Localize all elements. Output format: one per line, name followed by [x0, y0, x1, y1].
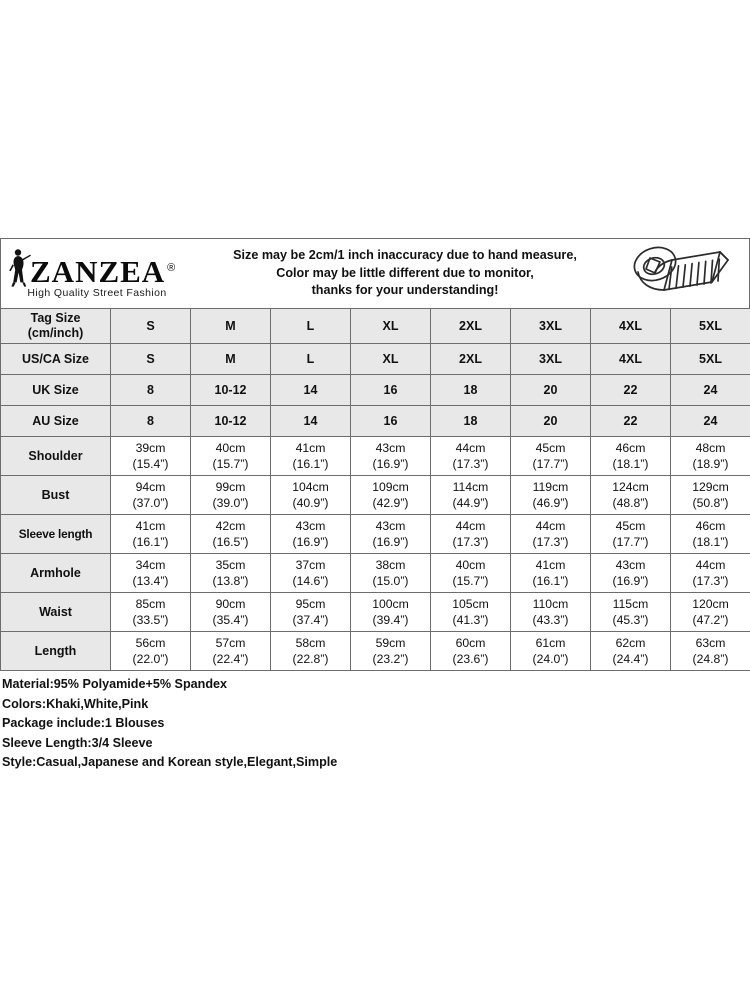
table-cell	[511, 437, 591, 476]
table-cell: 16	[351, 406, 431, 437]
value-cm: 57cm	[215, 636, 246, 650]
value-inch: (16.9”)	[612, 574, 649, 588]
value-cm: 60cm	[455, 636, 486, 650]
table-cell: 10-12	[191, 375, 271, 406]
value-inch: (47.2”)	[692, 613, 729, 627]
table-cell: L	[271, 344, 351, 375]
value-inch: (23.6”)	[452, 652, 489, 666]
value-inch: (22.0”)	[132, 652, 169, 666]
value-cm: 63cm	[695, 636, 726, 650]
size-chart	[0, 238, 750, 773]
detail-sleeve-length: Sleeve Length:3/4 Sleeve	[2, 735, 153, 750]
value-inch: (44.9”)	[452, 496, 489, 510]
value-inch: (17.7”)	[532, 457, 569, 471]
table-cell: XL	[351, 344, 431, 375]
row-label-shoulder: Shoulder	[1, 437, 111, 476]
chart-banner	[0, 238, 750, 308]
table-cell	[191, 515, 271, 554]
value-cm: 43cm	[615, 558, 646, 572]
detail-style: Style:Casual,Japanese and Korean style,Elegant,Simple	[2, 755, 338, 769]
table-cell: 20	[511, 375, 591, 406]
row-label-waist: Waist	[1, 593, 111, 632]
table-cell	[591, 593, 671, 632]
table-cell	[111, 632, 191, 671]
table-cell: M	[191, 344, 271, 375]
row-label-us-ca-size: US/CA Size	[1, 344, 111, 375]
table-cell	[111, 554, 191, 593]
value-cm: 115cm	[612, 597, 649, 611]
value-inch: (22.8”)	[292, 652, 329, 666]
value-cm: 48cm	[695, 441, 726, 455]
value-cm: 42cm	[215, 519, 246, 533]
value-inch: (13.8”)	[212, 574, 249, 588]
value-cm: 109cm	[372, 480, 409, 494]
value-cm: 43cm	[375, 519, 406, 533]
brand-wordmark	[30, 254, 177, 289]
table-cell	[191, 593, 271, 632]
value-inch: (18.9”)	[692, 457, 729, 471]
value-inch: (14.6”)	[292, 574, 329, 588]
value-cm: 44cm	[455, 519, 486, 533]
row-label-sleeve-length: Sleeve length	[1, 515, 111, 554]
value-inch: (39.0”)	[212, 496, 249, 510]
table-cell	[431, 593, 511, 632]
measurements-table	[0, 308, 750, 671]
value-cm: 62cm	[615, 636, 646, 650]
value-inch: (18.1”)	[692, 535, 729, 549]
table-row-sleeve-length	[1, 515, 750, 554]
value-inch: (16.9”)	[372, 457, 409, 471]
row-label-tag-size	[1, 309, 111, 344]
value-cm: 44cm	[455, 441, 486, 455]
table-cell	[431, 515, 511, 554]
table-cell: 14	[271, 375, 351, 406]
value-cm: 34cm	[135, 558, 166, 572]
value-cm: 45cm	[535, 441, 566, 455]
table-cell: 2XL	[431, 344, 511, 375]
value-inch: (17.3”)	[532, 535, 569, 549]
table-row-au-size	[1, 406, 750, 437]
value-cm: 110cm	[532, 597, 569, 611]
table-cell: 8	[111, 375, 191, 406]
value-cm: 85cm	[135, 597, 166, 611]
table-cell	[511, 554, 591, 593]
table-cell: 3XL	[511, 344, 591, 375]
value-cm: 41cm	[135, 519, 166, 533]
value-cm: 45cm	[615, 519, 646, 533]
table-cell: S	[111, 309, 191, 344]
table-cell	[431, 476, 511, 515]
value-inch: (16.9”)	[372, 535, 409, 549]
value-cm: 119cm	[532, 480, 569, 494]
row-label-length: Length	[1, 632, 111, 671]
table-cell: M	[191, 309, 271, 344]
table-cell	[111, 476, 191, 515]
table-cell	[431, 632, 511, 671]
value-cm: 114cm	[452, 480, 489, 494]
value-cm: 59cm	[375, 636, 406, 650]
value-inch: (13.4”)	[132, 574, 169, 588]
value-inch: (15.4”)	[132, 457, 169, 471]
table-cell	[271, 593, 351, 632]
table-cell	[591, 437, 671, 476]
table-cell	[191, 632, 271, 671]
table-cell	[111, 593, 191, 632]
value-cm: 44cm	[695, 558, 726, 572]
table-cell	[351, 632, 431, 671]
table-row-uk-size	[1, 375, 750, 406]
value-cm: 43cm	[295, 519, 326, 533]
detail-package: Package include:1 Blouses	[2, 716, 165, 730]
table-cell	[511, 593, 591, 632]
value-inch: (41.3”)	[452, 613, 489, 627]
value-cm: 58cm	[295, 636, 326, 650]
table-cell: 24	[671, 406, 750, 437]
row-label-line-2: (cm/inch)	[27, 326, 84, 340]
table-cell	[351, 437, 431, 476]
table-cell	[511, 632, 591, 671]
table-row-length	[1, 632, 750, 671]
detail-colors: Colors:Khaki,White,Pink	[2, 696, 149, 711]
value-inch: (45.3”)	[612, 613, 649, 627]
table-row-tag-size	[1, 309, 750, 344]
registered-mark-icon: ®	[167, 262, 177, 274]
table-cell	[671, 593, 750, 632]
table-cell	[591, 476, 671, 515]
value-inch: (39.4”)	[372, 613, 409, 627]
value-cm: 100cm	[372, 597, 409, 611]
table-cell	[271, 476, 351, 515]
table-cell	[671, 632, 750, 671]
table-cell	[591, 632, 671, 671]
value-cm: 56cm	[135, 636, 166, 650]
table-cell	[271, 554, 351, 593]
table-cell: 5XL	[671, 344, 750, 375]
row-label-armhole: Armhole	[1, 554, 111, 593]
value-cm: 37cm	[295, 558, 326, 572]
value-inch: (18.1”)	[612, 457, 649, 471]
value-cm: 124cm	[612, 480, 649, 494]
tape-measure-graphic	[617, 242, 749, 305]
disclaimer-line-1: Size may be 2cm/1 inch inaccuracy due to hand measure,	[233, 248, 577, 263]
value-cm: 120cm	[692, 597, 729, 611]
table-cell	[191, 437, 271, 476]
value-cm: 35cm	[215, 558, 246, 572]
value-inch: (15.7”)	[212, 457, 249, 471]
value-inch: (15.7”)	[452, 574, 489, 588]
value-cm: 44cm	[535, 519, 566, 533]
value-inch: (50.8”)	[692, 496, 729, 510]
table-cell: 20	[511, 406, 591, 437]
detail-material: Material:95% Polyamide+5% Spandex	[2, 677, 228, 691]
table-cell	[351, 554, 431, 593]
value-inch: (48.8”)	[612, 496, 649, 510]
value-cm: 40cm	[455, 558, 486, 572]
brand-name: ZANZEA	[30, 254, 166, 289]
table-cell: 5XL	[671, 309, 750, 344]
table-cell: 22	[591, 375, 671, 406]
value-inch: (16.5”)	[212, 535, 249, 549]
value-inch: (16.1”)	[532, 574, 569, 588]
table-row-shoulder	[1, 437, 750, 476]
value-inch: (22.4”)	[212, 652, 249, 666]
value-inch: (37.0”)	[132, 496, 169, 510]
table-cell	[111, 437, 191, 476]
value-cm: 43cm	[375, 441, 406, 455]
value-cm: 105cm	[452, 597, 489, 611]
table-cell: 4XL	[591, 309, 671, 344]
value-cm: 94cm	[135, 480, 166, 494]
value-inch: (40.9”)	[292, 496, 329, 510]
table-row-armhole	[1, 554, 750, 593]
table-cell: 3XL	[511, 309, 591, 344]
value-cm: 99cm	[215, 480, 246, 494]
table-cell: 4XL	[591, 344, 671, 375]
brand-logo	[1, 248, 177, 299]
table-cell: 2XL	[431, 309, 511, 344]
value-cm: 41cm	[535, 558, 566, 572]
value-cm: 104cm	[292, 480, 329, 494]
value-inch: (37.4”)	[292, 613, 329, 627]
value-cm: 40cm	[215, 441, 246, 455]
value-inch: (16.1”)	[292, 457, 329, 471]
value-inch: (42.9”)	[372, 496, 409, 510]
value-cm: 39cm	[135, 441, 166, 455]
product-details	[0, 671, 750, 773]
table-cell: 18	[431, 406, 511, 437]
table-cell	[271, 515, 351, 554]
table-cell	[431, 554, 511, 593]
value-inch: (43.3”)	[532, 613, 569, 627]
table-cell	[671, 476, 750, 515]
table-cell	[191, 476, 271, 515]
table-cell: 10-12	[191, 406, 271, 437]
table-cell: 18	[431, 375, 511, 406]
table-cell	[271, 632, 351, 671]
value-inch: (33.5”)	[132, 613, 169, 627]
table-cell	[511, 515, 591, 554]
row-label-line-1: Tag Size	[30, 311, 81, 325]
value-cm: 61cm	[535, 636, 566, 650]
table-cell	[271, 437, 351, 476]
row-label-bust: Bust	[1, 476, 111, 515]
value-cm: 90cm	[215, 597, 246, 611]
value-inch: (17.3”)	[692, 574, 729, 588]
value-cm: 46cm	[695, 519, 726, 533]
value-inch: (17.7”)	[612, 535, 649, 549]
value-inch: (24.4”)	[612, 652, 649, 666]
table-row-bust	[1, 476, 750, 515]
tape-measure-icon	[624, 242, 742, 305]
value-inch: (15.0”)	[372, 574, 409, 588]
value-inch: (17.3”)	[452, 535, 489, 549]
disclaimer-line-3: thanks for your understanding!	[311, 283, 499, 298]
brand-tagline: High Quality Street Fashion	[27, 287, 167, 299]
table-cell	[431, 437, 511, 476]
table-cell	[511, 476, 591, 515]
value-cm: 46cm	[615, 441, 646, 455]
table-cell	[191, 554, 271, 593]
table-cell	[351, 593, 431, 632]
table-cell	[351, 515, 431, 554]
value-inch: (46.9”)	[532, 496, 569, 510]
table-cell: 8	[111, 406, 191, 437]
table-cell	[671, 437, 750, 476]
table-cell: 14	[271, 406, 351, 437]
table-cell	[671, 554, 750, 593]
table-cell	[111, 515, 191, 554]
table-cell: S	[111, 344, 191, 375]
disclaimer-line-2: Color may be little different due to monitor,	[276, 265, 534, 280]
value-inch: (35.4”)	[212, 613, 249, 627]
table-cell: L	[271, 309, 351, 344]
value-cm: 129cm	[692, 480, 729, 494]
table-cell: 24	[671, 375, 750, 406]
table-cell	[591, 554, 671, 593]
table-cell	[591, 515, 671, 554]
table-cell	[671, 515, 750, 554]
value-inch: (24.8”)	[692, 652, 729, 666]
table-cell	[351, 476, 431, 515]
table-cell: 22	[591, 406, 671, 437]
value-inch: (16.1”)	[132, 535, 169, 549]
table-row-waist	[1, 593, 750, 632]
value-inch: (17.3”)	[452, 457, 489, 471]
table-cell: 16	[351, 375, 431, 406]
disclaimer-text	[169, 247, 617, 300]
table-cell: XL	[351, 309, 431, 344]
row-label-au-size: AU Size	[1, 406, 111, 437]
row-label-uk-size: UK Size	[1, 375, 111, 406]
value-cm: 41cm	[295, 441, 326, 455]
value-cm: 38cm	[375, 558, 406, 572]
value-cm: 95cm	[295, 597, 326, 611]
table-row-us-ca-size	[1, 344, 750, 375]
value-inch: (24.0”)	[532, 652, 569, 666]
value-inch: (23.2”)	[372, 652, 409, 666]
value-inch: (16.9”)	[292, 535, 329, 549]
